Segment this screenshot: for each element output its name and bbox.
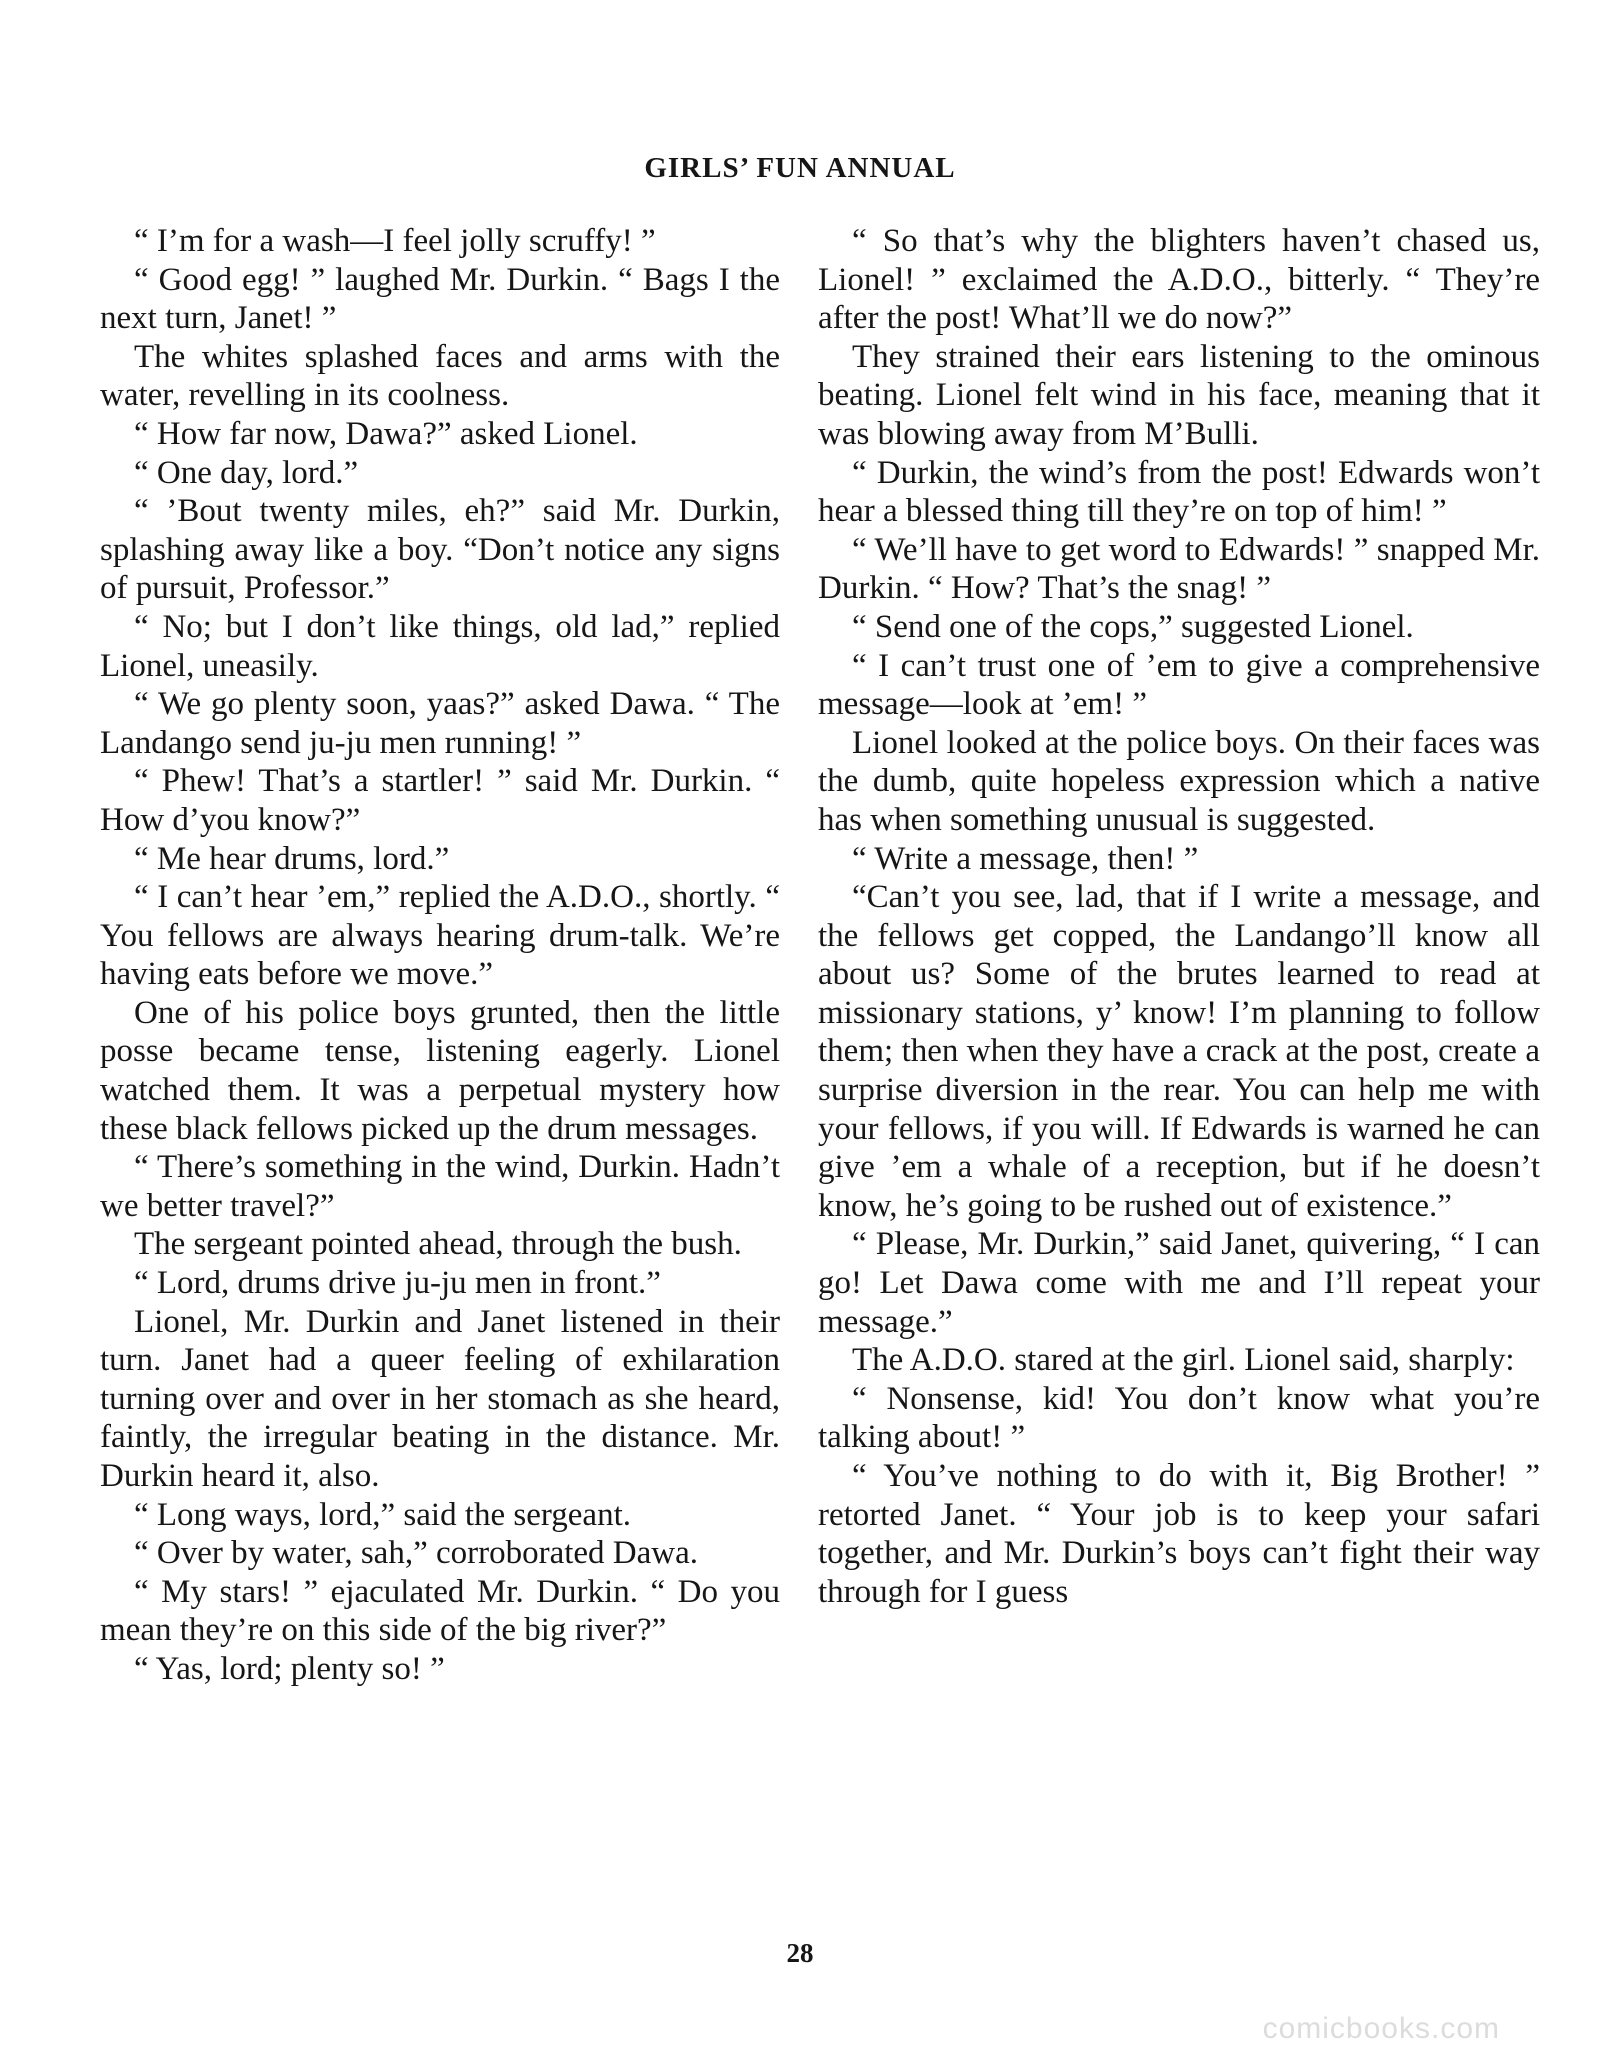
paragraph: “ Good egg! ” laughed Mr. Durkin. “ Bags I the next turn, Janet! ” [100, 261, 780, 337]
paragraph: One of his police boys grunted, then the little posse became tense, listening eagerly. Lionel watched them. It was a perpetual mystery how these black fellows picked up the drum messages. [100, 994, 780, 1147]
paragraph: “ Yas, lord; plenty so! ” [134, 1650, 445, 1687]
paragraph: “ So that’s why the blighters haven’t chased us, Lionel! ” exclaimed the A.D.O., bitterly. “ They’re after the post! What’ll we do now?” [818, 223, 1540, 337]
left-text-column [100, 222, 780, 1689]
paragraph: “ We’ll have to get word to Edwards! ” snapped Mr. Durkin. “ How? That’s the snag! ” [818, 531, 1540, 607]
paragraph: “ Long ways, lord,” said the sergeant. [134, 1496, 631, 1533]
paragraph: “ My stars! ” ejaculated Mr. Durkin. “ Do you mean they’re on this side of the big river?” [100, 1573, 780, 1649]
paragraph: “ Over by water, sah,” corroborated Dawa. [134, 1535, 698, 1572]
paragraph: “Can’t you see, lad, that if I write a message, and the fellows get copped, the Landango’ll know all about us? Some of the brutes learned to read at missionary stations, y’ know! I’m planning to follow them; then when they have a crack at the post, create a surprise diversion in the rear. You can help me with your fellows, if you will. If Edwards is warned he can give ’em a whale of a reception, but if he doesn’t know, he’s going to be rushed out of existence.” [818, 879, 1540, 1224]
page-title: GIRLS’ FUN ANNUAL [644, 152, 956, 184]
paragraph: “ Please, Mr. Durkin,” said Janet, quivering, “ I can go! Let Dawa come with me and I’ll repeat your message.” [818, 1226, 1540, 1340]
paragraph: “ I’m for a wash—I feel jolly scruffy! ” [134, 223, 656, 259]
paragraph: Lionel, Mr. Durkin and Janet listened in their turn. Janet had a queer feeling of exhilaration turning over and over in her stomach as she heard, faintly, the irregular beating in the distance. Mr. Durkin heard it, also. [100, 1303, 780, 1494]
paragraph: The sergeant pointed ahead, through the bush. [134, 1226, 742, 1263]
right-text-column [818, 222, 1540, 1611]
paragraph: “ Lord, drums drive ju-ju men in front.” [134, 1265, 661, 1302]
paragraph: “ Durkin, the wind’s from the post! Edwards won’t hear a blessed thing till they’re on top of him! ” [818, 454, 1540, 530]
paragraph: “ I can’t trust one of ’em to give a comprehensive message—look at ’em! ” [818, 647, 1540, 723]
paragraph: “ How far now, Dawa?” asked Lionel. [134, 415, 638, 452]
paragraph: “ Send one of the cops,” suggested Lionel. [852, 608, 1414, 645]
paragraph: “ We go plenty soon, yaas?” asked Dawa. “ The Landango send ju-ju men running! ” [100, 686, 780, 761]
paragraph: “ Phew! That’s a startler! ” said Mr. Durkin. “ How d’you know?” [100, 763, 780, 838]
watermark: comicbooks.com [1262, 2012, 1500, 2045]
paragraph: “ ’Bout twenty miles, eh?” said Mr. Durkin, splashing away like a boy. “Don’t notice any signs of pursuit, Professor.” [100, 493, 780, 607]
paragraph: They strained their ears listening to the ominous beating. Lionel felt wind in his face, meaning that it was blowing away from M’Bulli. [818, 338, 1540, 452]
paragraph: “ Me hear drums, lord.” [134, 840, 450, 877]
paragraph: The A.D.O. stared at the girl. Lionel said, sharply: [852, 1342, 1515, 1379]
paragraph: “ I can’t hear ’em,” replied the A.D.O., shortly. “ You fellows are always hearing drum-talk. We’re having eats before we move.” [100, 879, 780, 993]
paragraph: “ You’ve nothing to do with it, Big Brother! ” retorted Janet. “ Your job is to keep your safari together, and Mr. Durkin’s boys can’t fight their way through for I guess [818, 1458, 1540, 1610]
paragraph: “ Nonsense, kid! You don’t know what you’re talking about! ” [818, 1380, 1540, 1456]
paragraph: Lionel looked at the police boys. On their faces was the dumb, quite hopeless expression which a native has when something unusual is suggested. [818, 724, 1540, 838]
page-number: 28 [786, 1938, 814, 1968]
paragraph: The whites splashed faces and arms with the water, revelling in its coolness. [100, 338, 780, 414]
paragraph: “ No; but I don’t like things, old lad,” replied Lionel, uneasily. [100, 608, 780, 684]
paragraph: “ Write a message, then! ” [852, 840, 1199, 877]
paragraph: “ One day, lord.” [134, 454, 359, 491]
paragraph: “ There’s something in the wind, Durkin. Hadn’t we better travel?” [100, 1149, 780, 1224]
